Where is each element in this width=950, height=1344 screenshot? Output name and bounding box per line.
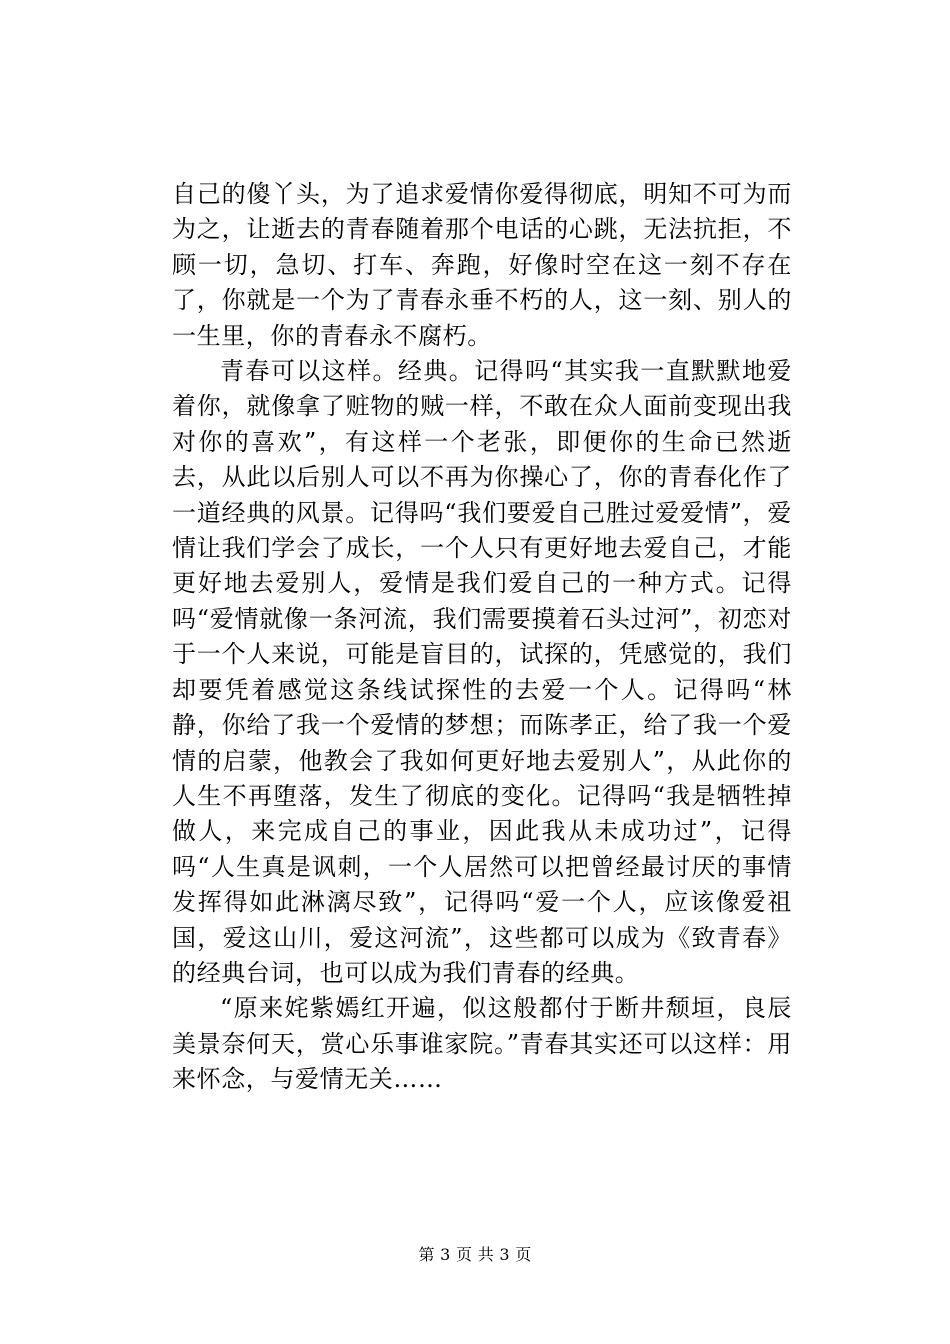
document-body xyxy=(172,177,792,1098)
page-footer: 第 3 页 共 3 页 xyxy=(418,1245,532,1264)
paragraph: 自己的傻丫头，为了追求爱情你爱得彻底，明知不可为而为之，让逝去的青春随着那个电话的心跳，无法抗拒，不顾一切，急切、打车、奔跑，好像时空在这一刻不存在了，你就是一个为了青春永垂不朽的人，这一刻、别人的一生里，你的青春永不腐朽。 xyxy=(172,180,792,350)
paragraph: “原来姹紫嫣红开遍，似这般都付于断井颓垣，良辰美景奈何天，赏心乐事谁家院。”青春其实还可以这样：用来怀念，与爱情无关…… xyxy=(172,994,792,1094)
paragraph: 青春可以这样。经典。记得吗“其实我一直默默地爱着你，就像拿了赃物的贼一样，不敢在众人面前变现出我对你的喜欢”，有这样一个老张，即便你的生命已然逝去，从此以后别人可以不再为你操心了，你的青春化作了一道经典的风景。记得吗“我们要爱自己胜过爱爱情”，爱情让我们学会了成长，一个人只有更好地去爱自己，才能更好地去爱别人，爱情是我们爱自己的一种方式。记得吗“爱情就像一条河流，我们需要摸着石头过河”，初恋对于一个人来说，可能是盲目的，试探的，凭感觉的，我们却要凭着感觉这条线试探性的去爱一个人。记得吗“林静，你给了我一个爱情的梦想；而陈孝正，给了我一个爱情的启蒙，他教会了我如何更好地去爱别人”，从此你的人生不再堕落，发生了彻底的变化。记得吗“我是牺牲掉做人，来完成自己的事业，因此我从未成功过”，记得吗“人生真是讽刺，一个人居然可以把曾经最讨厌的事情发挥得如此淋漓尽致”，记得吗“爱一个人，应该像爱祖国，爱这山川，爱这河流”，这些都可以成为《致青春》的经典台词，也可以成为我们青春的经典。 xyxy=(172,357,792,987)
